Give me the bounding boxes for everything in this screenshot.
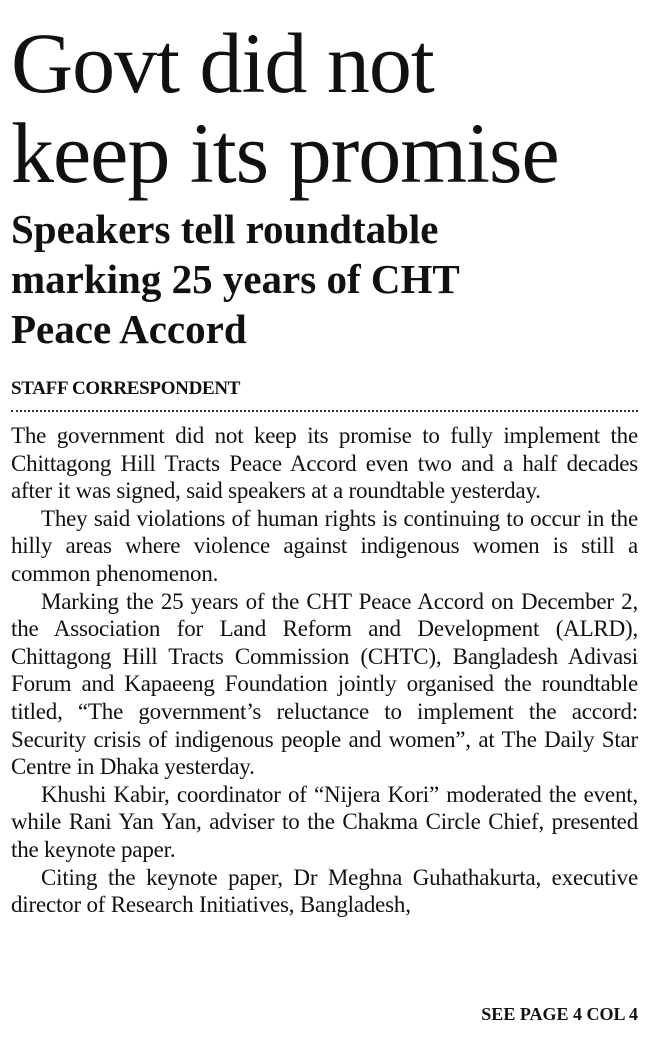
headline-line-1: Govt did not [11,15,434,111]
subheadline [11,204,638,354]
paragraph-1: The government did not keep its promise to fully implement the Chittagong Hill Tracts Peace Accord even two and a half decades after it was signed, said speakers at a roundtable yesterday. [11,423,638,504]
article [11,0,638,919]
paragraph-2: They said violations of human rights is continuing to occur in the hilly areas where violence against indigenous women is still a common phenomenon. [11,505,638,586]
paragraph-3: Marking the 25 years of the CHT Peace Accord on December 2, the Association for Land Reform and Development (ALRD), Chittagong Hill Tracts Commission (CHTC), Bangladesh Adivasi Forum and Kapaeeng Foundation jointly organised the roundtable titled, “The government’s reluctance to implement the accord: Security crisis of indigenous people and women”, at The Daily Star Centre in Dhaka yesterday. [11,588,638,780]
headline [11,15,638,201]
byline: STAFF CORRESPONDENT [11,378,241,399]
paragraph-4: Khushi Kabir, coordinator of “Nijera Kori” moderated the event, while Rani Yan Yan, adviser to the Chakma Circle Chief, presented the keynote paper. [11,781,638,862]
paragraph-5: Citing the keynote paper, Dr Meghna Guhathakurta, executive director of Research Initiatives, Bangladesh, [11,864,638,918]
continuation-reference: SEE PAGE 4 COL 4 [481,1004,638,1024]
subheadline-line-3: Peace Accord [11,306,247,352]
subheadline-line-1: Speakers tell roundtable [11,206,439,252]
headline-line-2: keep its promise [11,105,559,201]
subheadline-line-2: marking 25 years of CHT [11,256,460,302]
dotted-divider [11,410,638,412]
article-body [11,422,638,919]
